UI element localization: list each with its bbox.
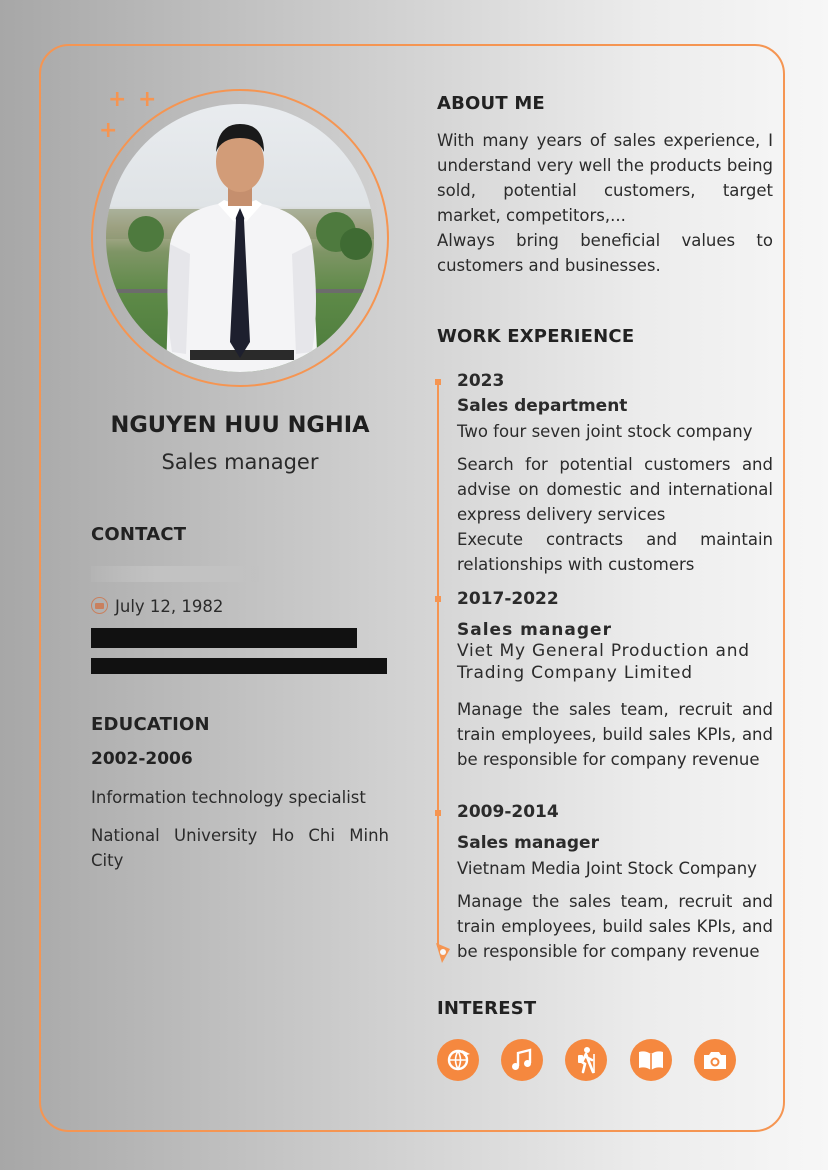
redacted-address (91, 658, 387, 674)
about-heading: ABOUT ME (437, 93, 545, 114)
redacted-phone (91, 566, 259, 582)
work-heading: WORK EXPERIENCE (437, 326, 635, 347)
reading-icon (630, 1039, 672, 1081)
job-role: Sales department (457, 396, 628, 416)
sparkle-icon: + (108, 87, 127, 112)
job-role: Sales manager (457, 620, 612, 640)
job-years: 2017-2022 (457, 589, 559, 609)
profile-title: Sales manager (161, 450, 319, 474)
education-years: 2002-2006 (91, 749, 193, 769)
job-company: Viet My General Production and Trading Company Limited (457, 641, 750, 683)
timeline-dot (435, 379, 441, 385)
interest-heading: INTEREST (437, 998, 537, 1019)
job-years: 2023 (457, 371, 505, 391)
avatar (106, 104, 374, 372)
pen-nib-icon (432, 941, 454, 965)
contact-birthday: July 12, 1982 (115, 597, 224, 616)
about-paragraph-1: With many years of sales experience, I understand very well the products being sold, potential customers, target market, competitors,... (437, 131, 773, 225)
job-company: Vietnam Media Joint Stock Company (457, 859, 757, 878)
timeline-dot (435, 810, 441, 816)
contact-heading: CONTACT (91, 524, 187, 545)
education-heading: EDUCATION (91, 714, 210, 735)
job-description: Manage the sales team, recruit and train employees, build sales KPIs, and be responsible for company revenue (457, 892, 773, 961)
education-school: National University Ho Chi Minh City (91, 826, 389, 870)
sparkle-icon: + (138, 87, 157, 112)
timeline-line (437, 382, 439, 947)
job-years: 2009-2014 (457, 802, 559, 822)
hiking-icon (565, 1039, 607, 1081)
job-description: Manage the sales team, recruit and train employees, build sales KPIs, and be responsible for company revenue (457, 700, 773, 769)
job-description: Search for potential customers and advise on domestic and international express delivery services (457, 455, 773, 524)
about-paragraph-2: Always bring beneficial values to customers and businesses. (437, 231, 773, 275)
timeline-dot (435, 596, 441, 602)
redacted-email (91, 628, 357, 648)
job-company: Two four seven joint stock company (457, 422, 753, 441)
job-role: Sales manager (457, 833, 599, 853)
sparkle-icon: + (99, 118, 118, 143)
profile-name: NGUYEN HUU NGHIA (110, 412, 370, 438)
music-icon (501, 1039, 543, 1081)
avatar-portrait (106, 104, 374, 372)
job-description: Execute contracts and maintain relationships with customers (457, 530, 773, 574)
travel-icon (437, 1039, 479, 1081)
camera-icon (694, 1039, 736, 1081)
calendar-icon (91, 597, 108, 614)
education-degree: Information technology specialist (91, 788, 366, 807)
